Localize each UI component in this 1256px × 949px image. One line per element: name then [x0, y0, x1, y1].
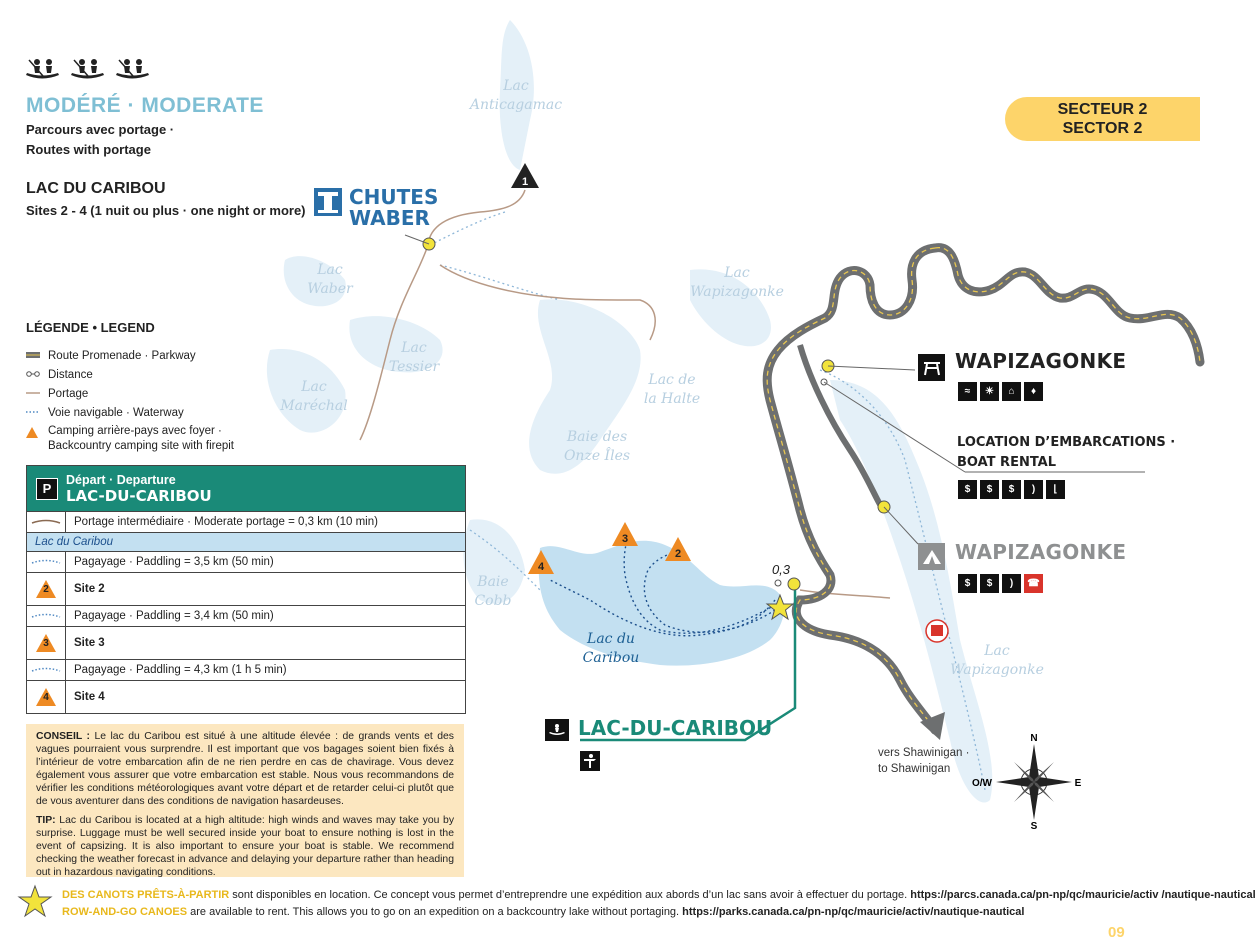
- route-header-line-1: Départ · Departure: [66, 472, 176, 487]
- bike-rental-icon: $: [980, 574, 999, 593]
- lake-label: Maréchal: [280, 398, 348, 414]
- site-text: Site 4: [74, 691, 105, 703]
- lake-label: Wapizagonke: [950, 662, 1044, 678]
- campsite-icon: [27, 627, 66, 659]
- legend-item-campsite: [26, 422, 234, 454]
- wifi-icon: ): [1002, 574, 1021, 593]
- wapizagonke-amenities: [958, 382, 1046, 401]
- canoe-rental-icon: $: [980, 480, 999, 499]
- route-row-site-4: [27, 680, 465, 713]
- lake-label: la Halte: [643, 391, 701, 407]
- portage-hiker-icon: [580, 751, 600, 771]
- campground-amenities: [958, 574, 1046, 593]
- bike-rental-icon: $: [1002, 480, 1021, 499]
- lake-label: Lac: [503, 78, 529, 94]
- site-2-number[interactable]: 2: [674, 548, 682, 560]
- row-and-go-star-icon: [18, 884, 52, 918]
- route-row-paddle-4: [27, 659, 465, 680]
- shawinigan-label: to Shawinigan: [878, 763, 951, 775]
- site-number: 3: [43, 638, 49, 649]
- boat-rental-label[interactable]: [957, 433, 1175, 473]
- footer-line-en: [62, 906, 1024, 918]
- red-chairs-shape: [931, 625, 943, 636]
- compass-east: E: [1074, 778, 1082, 789]
- site-text: Site 2: [74, 583, 105, 595]
- lake-label: Cobb: [474, 593, 512, 609]
- footer-highlight-en: ROW-AND-GO CANOES: [62, 906, 188, 918]
- lake-label: Tessier: [388, 359, 440, 375]
- paddle-text: Pagayage · Paddling = 4,3 km (1 h 5 min): [74, 664, 287, 676]
- sos-phone-icon: ☎: [1024, 574, 1043, 593]
- canoe-icon: [70, 56, 105, 80]
- route-row-paddle-3: [27, 605, 465, 626]
- route-row-portage: [27, 511, 465, 532]
- lake-label: Wapizagonke: [690, 284, 784, 300]
- rental-icon: $: [958, 574, 977, 593]
- compass-south: S: [1030, 821, 1038, 832]
- picnic-table-icon: [918, 354, 945, 381]
- lac-du-caribou-departure-title[interactable]: LAC-DU-CARIBOU: [578, 716, 773, 740]
- waterfall-icon: [314, 188, 342, 216]
- lake-sites: Sites 2 - 4 (1 nuit ou plus · one night or more): [26, 203, 306, 218]
- lake-label: Lac de: [648, 372, 696, 388]
- footer-text-en: are available to rent. This allows you to go on an expedition on a backcountry lake without portaging.: [187, 906, 683, 918]
- footer-url-en[interactable]: https://parks.canada.ca/pn-np/qc/mauricie/activ/nautique-nautical: [682, 906, 1025, 918]
- wapizagonke-title[interactable]: WAPIZAGONKE: [955, 349, 1127, 373]
- site-number: 4: [43, 692, 49, 703]
- legend-label: Voie navigable · Waterway: [48, 406, 184, 419]
- rental-icon: $: [958, 480, 977, 499]
- lake-label: Lac: [317, 262, 343, 278]
- boat-rental-line: BOAT RENTAL: [957, 455, 1057, 470]
- footer-line-fr: [62, 889, 1256, 901]
- route-table-header: [27, 466, 465, 511]
- wifi-icon: ): [1024, 480, 1043, 499]
- tip-text-en: Lac du Caribou is located at a high altitude: high winds and waves may take you by surprise. Luggage must be well secured inside your boat to ensure nothing is lost in the event of capsizing. It is also important to ensure your boat is stable. We recommend checking the weather forecast in advance and delaying your departure rather than heading out in hazardous navigating conditions.: [36, 815, 455, 878]
- portage-icon: [27, 512, 66, 532]
- lake-label: Lac: [301, 379, 327, 395]
- difficulty-line-2: Routes with portage: [26, 142, 151, 157]
- route-table: [26, 465, 466, 714]
- difficulty-line-1: Parcours avec portage ·: [26, 122, 175, 137]
- legend-label: Route Promenade · Parkway: [48, 349, 196, 362]
- chutes-waber-line: CHUTES: [349, 185, 439, 209]
- legend-label: Portage: [48, 387, 89, 400]
- paddle-text: Pagayage · Paddling = 3,5 km (50 min): [74, 556, 274, 568]
- campsite-icon: [27, 573, 66, 605]
- footer-url-fr[interactable]: https://parcs.canada.ca/pn-np/qc/mauricie/activ /nautique-nautical: [910, 889, 1256, 901]
- footer-highlight-fr: DES CANOTS PRÊTS-À-PARTIR: [62, 889, 230, 901]
- marker-1-number: 1: [521, 176, 529, 188]
- difficulty-canoe-icons: [25, 56, 150, 80]
- lac-du-caribou-label: Caribou: [582, 650, 640, 666]
- tip-box: [26, 724, 464, 877]
- canoe-launch-icon: [545, 719, 569, 741]
- lake-label: Anticagamac: [469, 97, 563, 113]
- lake-label: Lac: [984, 643, 1010, 659]
- lake-label: Baie des: [566, 429, 628, 445]
- legend-title: LÉGENDE • LEGEND: [26, 320, 155, 335]
- lake-label: Onze Îles: [563, 448, 631, 464]
- chutes-waber-label[interactable]: [349, 187, 438, 229]
- route-row-site-2: [27, 572, 465, 605]
- distance-marker: [775, 580, 781, 586]
- compass-west: O/W: [972, 778, 992, 789]
- legend-item-parkway: [26, 346, 234, 365]
- legend-item-distance: [26, 365, 234, 384]
- footer-text-fr: sont disponibles en location. Ce concept vous permet d’entreprendre une expédition aux abords d’un lac sans avoir à effectuer du portage.: [229, 889, 911, 901]
- portage-text: Portage intermédiaire · Moderate portage = 0,3 km (10 min): [74, 516, 378, 528]
- paddle-icon: [27, 606, 66, 626]
- site-number: 2: [43, 584, 49, 595]
- distance-icon: [26, 369, 40, 381]
- lake-title: LAC DU CARIBOU: [26, 180, 166, 197]
- swimming-icon: ≈: [958, 382, 977, 401]
- parkway-icon: [26, 350, 40, 362]
- legend-item-waterway: [26, 403, 234, 422]
- canoe-icon: [25, 56, 60, 80]
- sector-fr: SECTEUR 2: [1057, 101, 1148, 118]
- paddle-icon: [27, 660, 66, 680]
- distance-label: 0,3: [771, 562, 791, 577]
- shawinigan-label: vers Shawinigan ·: [878, 747, 970, 759]
- tip-text-fr: Le lac du Caribou est situé à une altitude élevée : de grands vents et des vagues pourraient vous surprendre. Il est important que vos bagages soient bien fixés à l’intérieur de votre embarcation afin de ne rien perdre en cas de chavirage. Vous devez également vous assurer que votre embarcation est stable. Nous vous recommandons de vérifier les conditions météorologiques avant votre départ et de retarder celui-ci plutôt que de vous aventurer dans des conditions de navigation hasardeuses.: [36, 731, 455, 807]
- campsite-icon: [26, 422, 40, 442]
- page-number: 09: [1108, 924, 1125, 941]
- campground-icon: [918, 543, 945, 570]
- lake-label: Baie: [477, 574, 509, 590]
- legend-label: Distance: [48, 368, 93, 381]
- legend-label: Camping arrière-pays avec foyer ·: [48, 425, 222, 437]
- portage-icon: [26, 388, 40, 400]
- legend-item-portage: [26, 384, 234, 403]
- boat-rental-amenities: [958, 480, 1068, 499]
- tip-label-en: TIP:: [36, 815, 56, 826]
- site-text: Site 3: [74, 637, 105, 649]
- lac-du-caribou-label: Lac du: [587, 631, 635, 647]
- site-4-number[interactable]: 4: [537, 561, 545, 573]
- lake-label: Lac: [401, 340, 427, 356]
- wapizagonke-campground-title[interactable]: WAPIZAGONKE: [955, 540, 1127, 564]
- tip-label-fr: CONSEIL :: [36, 731, 90, 742]
- legend: [26, 346, 234, 454]
- chutes-waber-line: WABER: [349, 206, 430, 230]
- canoe-icon: [115, 56, 150, 80]
- compass-rose-icon: [996, 744, 1072, 820]
- lac-du-caribou-water: [539, 541, 784, 666]
- lake-row: Lac du Caribou: [27, 532, 465, 551]
- lake-label: Waber: [307, 281, 353, 297]
- parking-icon: P: [36, 478, 58, 500]
- difficulty-title: MODÉRÉ · MODERATE: [26, 94, 264, 117]
- legend-label: Backcountry camping site with firepit: [48, 440, 234, 452]
- paddle-icon: [27, 552, 66, 572]
- campsite-icon: [27, 681, 66, 713]
- compass-north: N: [1030, 733, 1038, 744]
- route-row-paddle-2: [27, 551, 465, 572]
- lake-label: Lac: [724, 265, 750, 281]
- beach-icon: ☀: [980, 382, 999, 401]
- sector-en: SECTOR 2: [1062, 120, 1143, 137]
- waterway-icon: [26, 407, 40, 419]
- site-3-number[interactable]: 3: [621, 533, 629, 545]
- toilet-icon: ♦: [1024, 382, 1043, 401]
- lac-du-caribou-departure-marker[interactable]: [788, 578, 800, 590]
- paddle-text: Pagayage · Paddling = 3,4 km (50 min): [74, 610, 274, 622]
- chair-icon: ⌊: [1046, 480, 1065, 499]
- boat-rental-line: LOCATION D’EMBARCATIONS ·: [957, 435, 1176, 450]
- route-row-site-3: [27, 626, 465, 659]
- route-header-line-2: LAC-DU-CARIBOU: [66, 486, 212, 505]
- shelter-icon: ⌂: [1002, 382, 1021, 401]
- sector-badge: [1005, 97, 1200, 141]
